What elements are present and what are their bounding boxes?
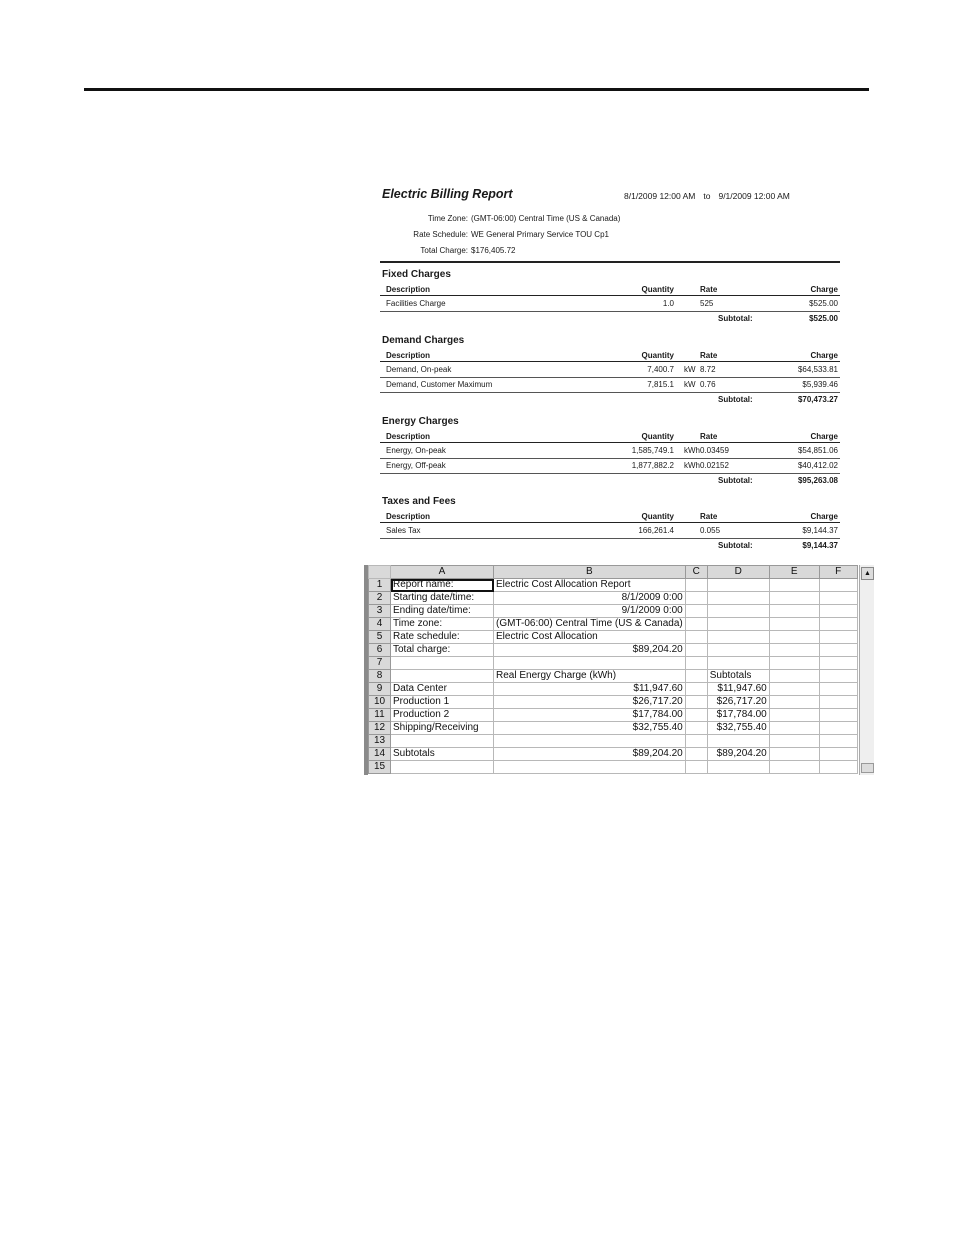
cell-e[interactable] [769,696,819,709]
cell-b[interactable]: $89,204.20 [494,748,686,761]
cell-f[interactable] [819,670,857,683]
row-header[interactable]: 11 [369,709,391,722]
spreadsheet-grid[interactable] [368,565,858,774]
sheet-row [369,592,858,605]
column-header-b[interactable]: B [494,566,686,579]
cell-b[interactable] [494,735,686,748]
row-header[interactable]: 15 [369,761,391,774]
row-header[interactable]: 12 [369,722,391,735]
row-header[interactable]: 10 [369,696,391,709]
cell-f[interactable] [819,709,857,722]
cell-a[interactable]: Report name: [391,579,494,592]
cell-b[interactable]: $17,784.00 [494,709,686,722]
column-header-a[interactable]: A [391,566,494,579]
cell-f[interactable] [819,761,857,774]
cell-b[interactable]: $26,717.20 [494,696,686,709]
cell-a[interactable]: Shipping/Receiving [391,722,494,735]
report-date-range [624,191,790,201]
cell-c[interactable] [685,748,707,761]
row-header[interactable]: 4 [369,618,391,631]
cell-d[interactable] [707,631,769,644]
row-header[interactable]: 13 [369,735,391,748]
cell-e[interactable] [769,761,819,774]
scroll-up-arrow-icon[interactable]: ▲ [861,567,874,580]
cell-f[interactable] [819,644,857,657]
cell-b[interactable]: $32,755.40 [494,722,686,735]
cell-c[interactable] [685,592,707,605]
row-header[interactable]: 9 [369,683,391,696]
table-row: Demand, On-peak 7,400.7 kW 8.72 $64,533.81 [380,363,840,378]
cell-c[interactable] [685,696,707,709]
page-header-rule [84,88,869,91]
cell-c[interactable] [685,683,707,696]
cell-e[interactable] [769,644,819,657]
cell-a[interactable]: Ending date/time: [391,605,494,618]
cell-d[interactable] [707,605,769,618]
cell-f[interactable] [819,592,857,605]
cell-b[interactable]: Electric Cost Allocation [494,631,686,644]
cell-e[interactable] [769,670,819,683]
row-header[interactable]: 5 [369,631,391,644]
cell-a[interactable] [391,735,494,748]
select-all-corner[interactable] [369,566,391,579]
cell-a[interactable] [391,657,494,670]
cell-e[interactable] [769,709,819,722]
cell-c[interactable] [685,735,707,748]
cell-b[interactable]: (GMT-06:00) Central Time (US & Canada) [494,618,686,631]
cell-e[interactable] [769,748,819,761]
table-row: Demand, Customer Maximum 7,815.1 kW 0.76 $5,939.46 [380,378,840,393]
cell-a[interactable]: Subtotals [391,748,494,761]
cell-e[interactable] [769,657,819,670]
cell-d[interactable] [707,618,769,631]
section-title: Fixed Charges [382,269,451,280]
row-header[interactable]: 6 [369,644,391,657]
cell-e[interactable] [769,618,819,631]
cell-f[interactable] [819,657,857,670]
cell-c[interactable] [685,670,707,683]
cell-b[interactable]: 8/1/2009 0:00 [494,592,686,605]
row-header[interactable]: 2 [369,592,391,605]
column-header-d[interactable]: D [707,566,769,579]
cell-c[interactable] [685,761,707,774]
cell-d[interactable] [707,592,769,605]
sheet-row [369,670,858,683]
cell-b[interactable] [494,657,686,670]
cell-b[interactable]: $11,947.60 [494,683,686,696]
cell-f[interactable] [819,618,857,631]
cell-c[interactable] [685,618,707,631]
cell-f[interactable] [819,683,857,696]
subtotal-row: Subtotal: $70,473.27 [718,395,838,404]
range-end: 9/1/2009 12:00 AM [718,191,790,201]
report-divider [380,261,840,263]
row-header[interactable]: 14 [369,748,391,761]
cell-a[interactable] [391,670,494,683]
cell-d[interactable] [707,761,769,774]
cell-a[interactable]: Production 2 [391,709,494,722]
cell-e[interactable] [769,579,819,592]
sheet-row [369,748,858,761]
sheet-row [369,683,858,696]
cell-e[interactable] [769,722,819,735]
row-header[interactable]: 7 [369,657,391,670]
cell-d[interactable]: $17,784.00 [707,709,769,722]
column-header-c[interactable]: C [685,566,707,579]
sheet-row [369,735,858,748]
cell-c[interactable] [685,631,707,644]
cell-d[interactable] [707,579,769,592]
report-title: Electric Billing Report [382,187,513,201]
subtotal-row: Subtotal: $95,263.08 [718,476,838,485]
cell-e[interactable] [769,592,819,605]
column-header-row: Description Quantity Rate Charge [380,430,840,443]
table-row: Energy, Off-peak 1,877,882.2 kWh 0.02152 $40,412.02 [380,459,840,474]
cell-a[interactable]: Data Center [391,683,494,696]
scroll-thumb[interactable] [861,763,874,773]
sheet-row [369,761,858,774]
cell-e[interactable] [769,605,819,618]
sheet-row [369,579,858,592]
sheet-row [369,696,858,709]
cell-f[interactable] [819,631,857,644]
cell-d[interactable] [707,644,769,657]
cell-d[interactable]: Subtotals [707,670,769,683]
cell-e[interactable] [769,631,819,644]
cell-b[interactable]: Electric Cost Allocation Report [494,579,686,592]
cell-c[interactable] [685,644,707,657]
cell-e[interactable] [769,735,819,748]
spreadsheet[interactable] [364,565,874,775]
cell-f[interactable] [819,579,857,592]
cell-a[interactable]: Starting date/time: [391,592,494,605]
cell-b[interactable]: 9/1/2009 0:00 [494,605,686,618]
cell-f[interactable] [819,735,857,748]
section-title: Taxes and Fees [382,496,456,507]
table-row: Energy, On-peak 1,585,749.1 kWh 0.03459 $54,851.06 [380,444,840,459]
cell-c[interactable] [685,579,707,592]
cell-c[interactable] [685,657,707,670]
column-header-row: Description Quantity Rate Charge [380,349,840,362]
cell-d[interactable] [707,657,769,670]
cell-d[interactable] [707,735,769,748]
column-header-e[interactable]: E [769,566,819,579]
sheet-row [369,709,858,722]
section-title: Demand Charges [382,335,465,346]
range-start: 8/1/2009 12:00 AM [624,191,696,201]
row-header[interactable]: 8 [369,670,391,683]
sheet-row [369,644,858,657]
cell-e[interactable] [769,683,819,696]
cell-a[interactable]: Time zone: [391,618,494,631]
cell-a[interactable] [391,761,494,774]
sheet-row [369,657,858,670]
column-header-f[interactable]: F [819,566,857,579]
cell-d[interactable]: $32,755.40 [707,722,769,735]
cell-a[interactable]: Total charge: [391,644,494,657]
table-row: Sales Tax 166,261.4 0.055 $9,144.37 [380,524,840,539]
row-header[interactable]: 1 [369,579,391,592]
cell-f[interactable] [819,722,857,735]
cell-a[interactable]: Rate schedule: [391,631,494,644]
row-header[interactable]: 3 [369,605,391,618]
cell-d[interactable]: $11,947.60 [707,683,769,696]
cell-f[interactable] [819,605,857,618]
sheet-row [369,722,858,735]
range-to: to [703,191,711,201]
cell-c[interactable] [685,709,707,722]
subtotal-row: Subtotal: $525.00 [718,314,838,323]
cell-d[interactable]: $26,717.20 [707,696,769,709]
column-header-row: Description Quantity Rate Charge [380,510,840,523]
sheet-row [369,605,858,618]
cell-a[interactable]: Production 1 [391,696,494,709]
sheet-row [369,631,858,644]
column-header-row: Description Quantity Rate Charge [380,283,840,296]
cell-c[interactable] [685,605,707,618]
cell-f[interactable] [819,748,857,761]
section-title: Energy Charges [382,416,459,427]
cell-b[interactable]: $89,204.20 [494,644,686,657]
vertical-scrollbar[interactable] [859,565,874,775]
cell-d[interactable]: $89,204.20 [707,748,769,761]
subtotal-row: Subtotal: $9,144.37 [718,541,838,550]
cell-b[interactable]: Real Energy Charge (kWh) [494,670,686,683]
cell-c[interactable] [685,722,707,735]
cell-f[interactable] [819,696,857,709]
sheet-row [369,618,858,631]
table-row: Facilities Charge 1.0 525 $525.00 [380,297,840,312]
cell-b[interactable] [494,761,686,774]
